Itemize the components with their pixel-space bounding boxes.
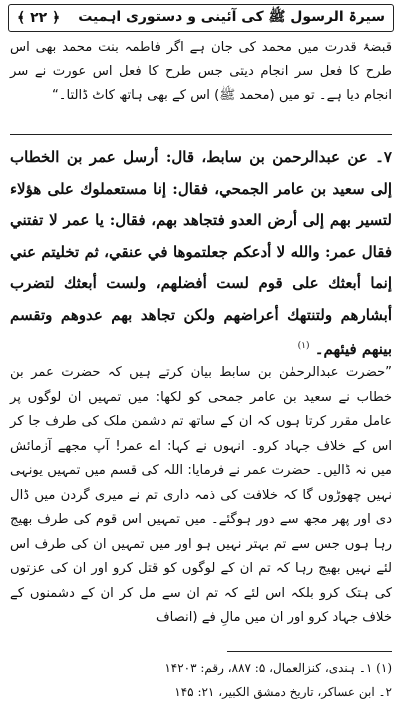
page-number: ﴿ ۲۲ ﴾ [17,10,61,26]
footnote-divider [227,651,392,652]
footnote-line-2: ۲۔ ابن عساکر، تاریخ دمشق الکبیر، ۲۱: ۱۴۵ [174,685,392,699]
intro-urdu-paragraph: قبضۂ قدرت میں محمد کی جان ہے اگر فاطمہ بنت محمد بھی اس طرح کا فعل سر انجام دیتی جس طرح کا فعل اس عورت نے سر انجام دیا ہے۔ تو میں (محمد ﷺ) اس کے بھی ہاتھ کاٹ ڈالتا۔“ [10,40,392,103]
section-divider [10,134,392,135]
page-header [8,4,394,32]
translation-urdu-paragraph: ”حضرت عبدالرحمٰن بن سابط بیان کرتے ہیں کہ حضرت عمر بن خطاب نے سعید بن عامر جمحی کو لکھا: میں تمہیں ان لوگوں پر عامل مقرر کرتا ہوں کہ ان کے ساتھ تم دشمن ملک کی طرف جا کر اس کے خلاف جہاد کرو۔ انہوں نے کہا: اے عمر! آپ مجھے آزمائش میں نہ ڈالیں۔ حضرت عمر نے فرمایا: اللہ کی قسم میں تمہیں یونہی نہیں چھوڑوں گا کہ خلافت کی ذمہ داری تم نے میری گردن میں ڈال دی اور پھر مجھ سے دور ہوگئے۔ میں تمہیں اس قوم کی طرف بھیج رہا ہوں جس سے تم بہتر نہیں ہو اور میں تمہیں ان کی طرف اس لئے نہیں بھیج رہا کہ تم ان کے لوگوں کو قتل کرو اور ان کی عزتوں کی ہتک کرو بلکہ اس لئے کہ تم ان سے مل کر ان کے دشمنوں کے خلاف جہاد کرو اور ان میں مالِ فے (انصاف [10,365,392,625]
hadith-arabic-text: عن عبدالرحمن بن سابط، قال: أرسل عمر بن الخطاب إلى سعيد بن عامر الجمحي، فقال: إنا مستعملوك على هؤلاء لتسير بهم إلى أرض العدو فتجاهد بهم، فقال: يا عمر لا تفتني فقال عمر: والله لا أدعكم جعلتموها في عنقي، ثم تخليتم عني إنما أبعثك على قوم لست أفضلهم، ولست أبعثك لتضرب أبشارهم ولتنتهك أعراضهم ولكن تجاهد بهم عدوهم وتقسم بينهم فيئهم۔ [10,148,392,358]
footnote-marker[interactable]: (۱) [297,341,310,351]
hadith-number: ۷۔ [375,148,392,166]
hadith-arabic [10,142,392,366]
footnotes [10,656,392,704]
running-title: سیرۃ الرسول ﷺ کی آئینی و دستوری اہمیت [78,9,385,25]
footnote-line-1: (۱) ۱۔ ہندی، کنزالعمال، ۵: ۸۸۷، رقم: ۱۴۲۰۳ [164,661,392,675]
